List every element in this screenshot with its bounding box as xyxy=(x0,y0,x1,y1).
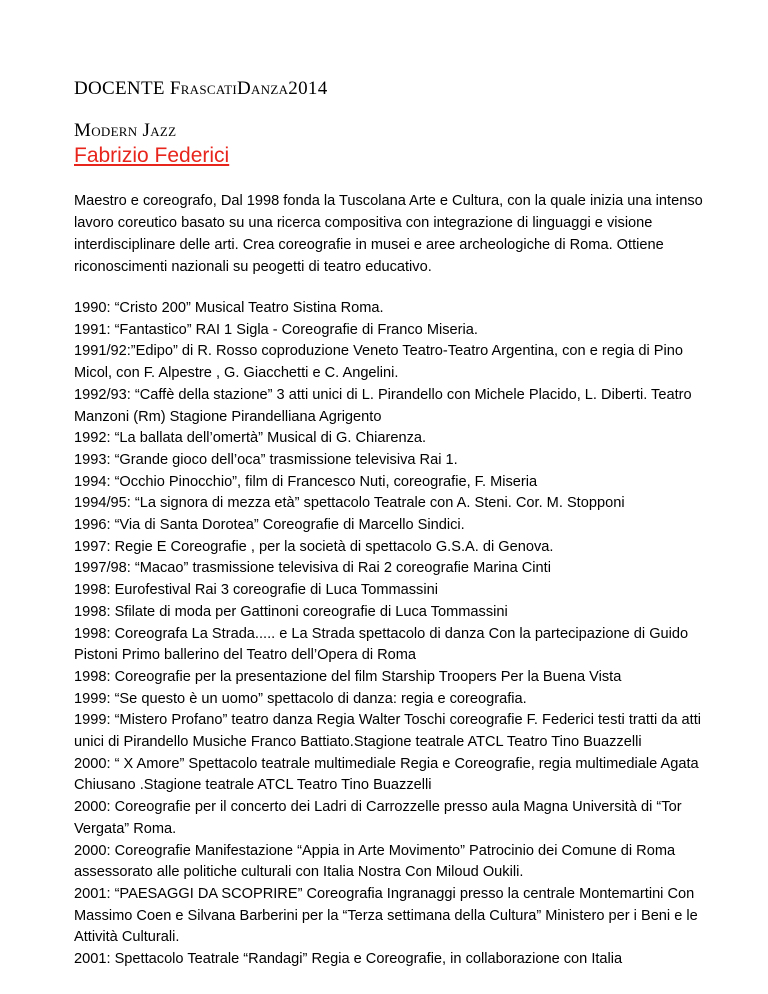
bio-paragraph: Maestro e coreografo, Dal 1998 fonda la Tuscolana Arte e Cultura, con la quale inizia una intenso lavoro coreutico basato su una ricerca compositiva con integrazione di linguaggi e visione interdisciplinare delle arti. Crea coreografie in musei e aree archeologiche di Roma. Ottiene riconoscimenti nazionali su peogetti di teatro educativo. xyxy=(74,193,703,275)
list-item: 2000: Coreografie per il concerto dei Ladri di Carrozzelle presso aula Magna Università di “Tor Vergata” Roma. xyxy=(74,799,682,837)
list-item: 1997: Regie E Coreografie , per la società di spettacolo G.S.A. di Genova. xyxy=(74,538,554,555)
list-item: 1993: “Grande gioco dell’oca” trasmissione televisiva Rai 1. xyxy=(74,451,458,468)
list-item: 1998: Sfilate di moda per Gattinoni coreografie di Luca Tommassini xyxy=(74,603,508,620)
document-page xyxy=(74,70,704,971)
list-item: 2000: “ X Amore” Spettacolo teatrale multimediale Regia e Coreografie, regia multimediale Agata Chiusano .Stagione teatrale ATCL Teatro Tino Buazzelli xyxy=(74,755,699,794)
list-item: 2001: Spettacolo Teatrale “Randagi” Regia e Coreografie, in collaborazione con Italia xyxy=(74,951,623,968)
document-title xyxy=(74,78,704,108)
list-item: 1992: “La ballata dell’omertà” Musical di G. Chiarenza. xyxy=(74,430,427,447)
list-item: 1999: “Se questo è un uomo” spettacolo di danza: regia e coreografia. xyxy=(74,690,527,707)
list-item: 1990: “Cristo 200” Musical Teatro Sistina Roma. xyxy=(74,300,384,316)
list-item: 2001: “PAESAGGI DA SCOPRIRE” Coreografia Ingranaggi presso la centrale Montemartini Con Massimo Coen e Silvana Barberini per la “Terza settimana della Cultura” Ministero per i Beni e le Attività Culturali. xyxy=(74,885,698,946)
title-docente: DOCENTE xyxy=(74,78,165,99)
list-item: 1994: “Occhio Pinocchio”, film di Francesco Nuti, coreografie, F. Miseria xyxy=(74,473,538,490)
list-item: 1994/95: “La signora di mezza età” spettacolo Teatrale con A. Steni. Cor. M. Stopponi xyxy=(74,495,625,512)
list-item: 1998: Eurofestival Rai 3 coreografie di Luca Tommassini xyxy=(74,582,438,599)
list-item: 1992/93: “Caffè della stazione” 3 atti unici di L. Pirandello con Michele Placido, L. Diberti. Teatro Manzoni (Rm) Stagione Pirandelliana Agrigento xyxy=(74,386,692,425)
list-item: 1997/98: “Macao” trasmissione televisiva di Rai 2 coreografie Marina Cinti xyxy=(74,560,551,577)
list-item: 1998: Coreografie per la presentazione del film Starship Troopers Per la Buena Vista xyxy=(74,668,622,685)
teacher-name: Fabrizio Federici xyxy=(74,144,230,167)
list-item: 1999: “Mistero Profano” teatro danza Regia Walter Toschi coreografie F. Federici testi tratti da atti unici di Pirandello Musiche Franco Battiato.Stagione teatrale ATCL Teatro Tino Buazzelli xyxy=(74,712,702,751)
list-item: 1991/92:”Edipo” di R. Rosso coproduzione Veneto Teatro-Teatro Argentina, con e regia di Pino Micol, con F. Alpestre , G. Giacchetti e C. Angelini. xyxy=(74,343,684,382)
list-item: 1998: Coreografa La Strada..... e La Strada spettacolo di danza Con la partecipazione di Guido Pistoni Primo ballerino del Teatro dell’Opera di Roma xyxy=(74,625,689,664)
list-item: 2000: Coreografie Manifestazione “Appia in Arte Movimento” Patrocinio dei Comune di Roma assessorato alle politiche culturali con Italia Nostra Con Miloud Oukili. xyxy=(74,842,676,881)
list-item: 1996: “Via di Santa Dorotea” Coreografie di Marcello Sindici. xyxy=(74,517,465,534)
course-subtitle: Modern Jazz xyxy=(74,120,177,141)
title-event: FrascatiDanza2014 xyxy=(169,78,328,99)
career-list xyxy=(74,298,704,971)
list-item: 1991: “Fantastico” RAI 1 Sigla - Coreografie di Franco Miseria. xyxy=(74,321,478,338)
